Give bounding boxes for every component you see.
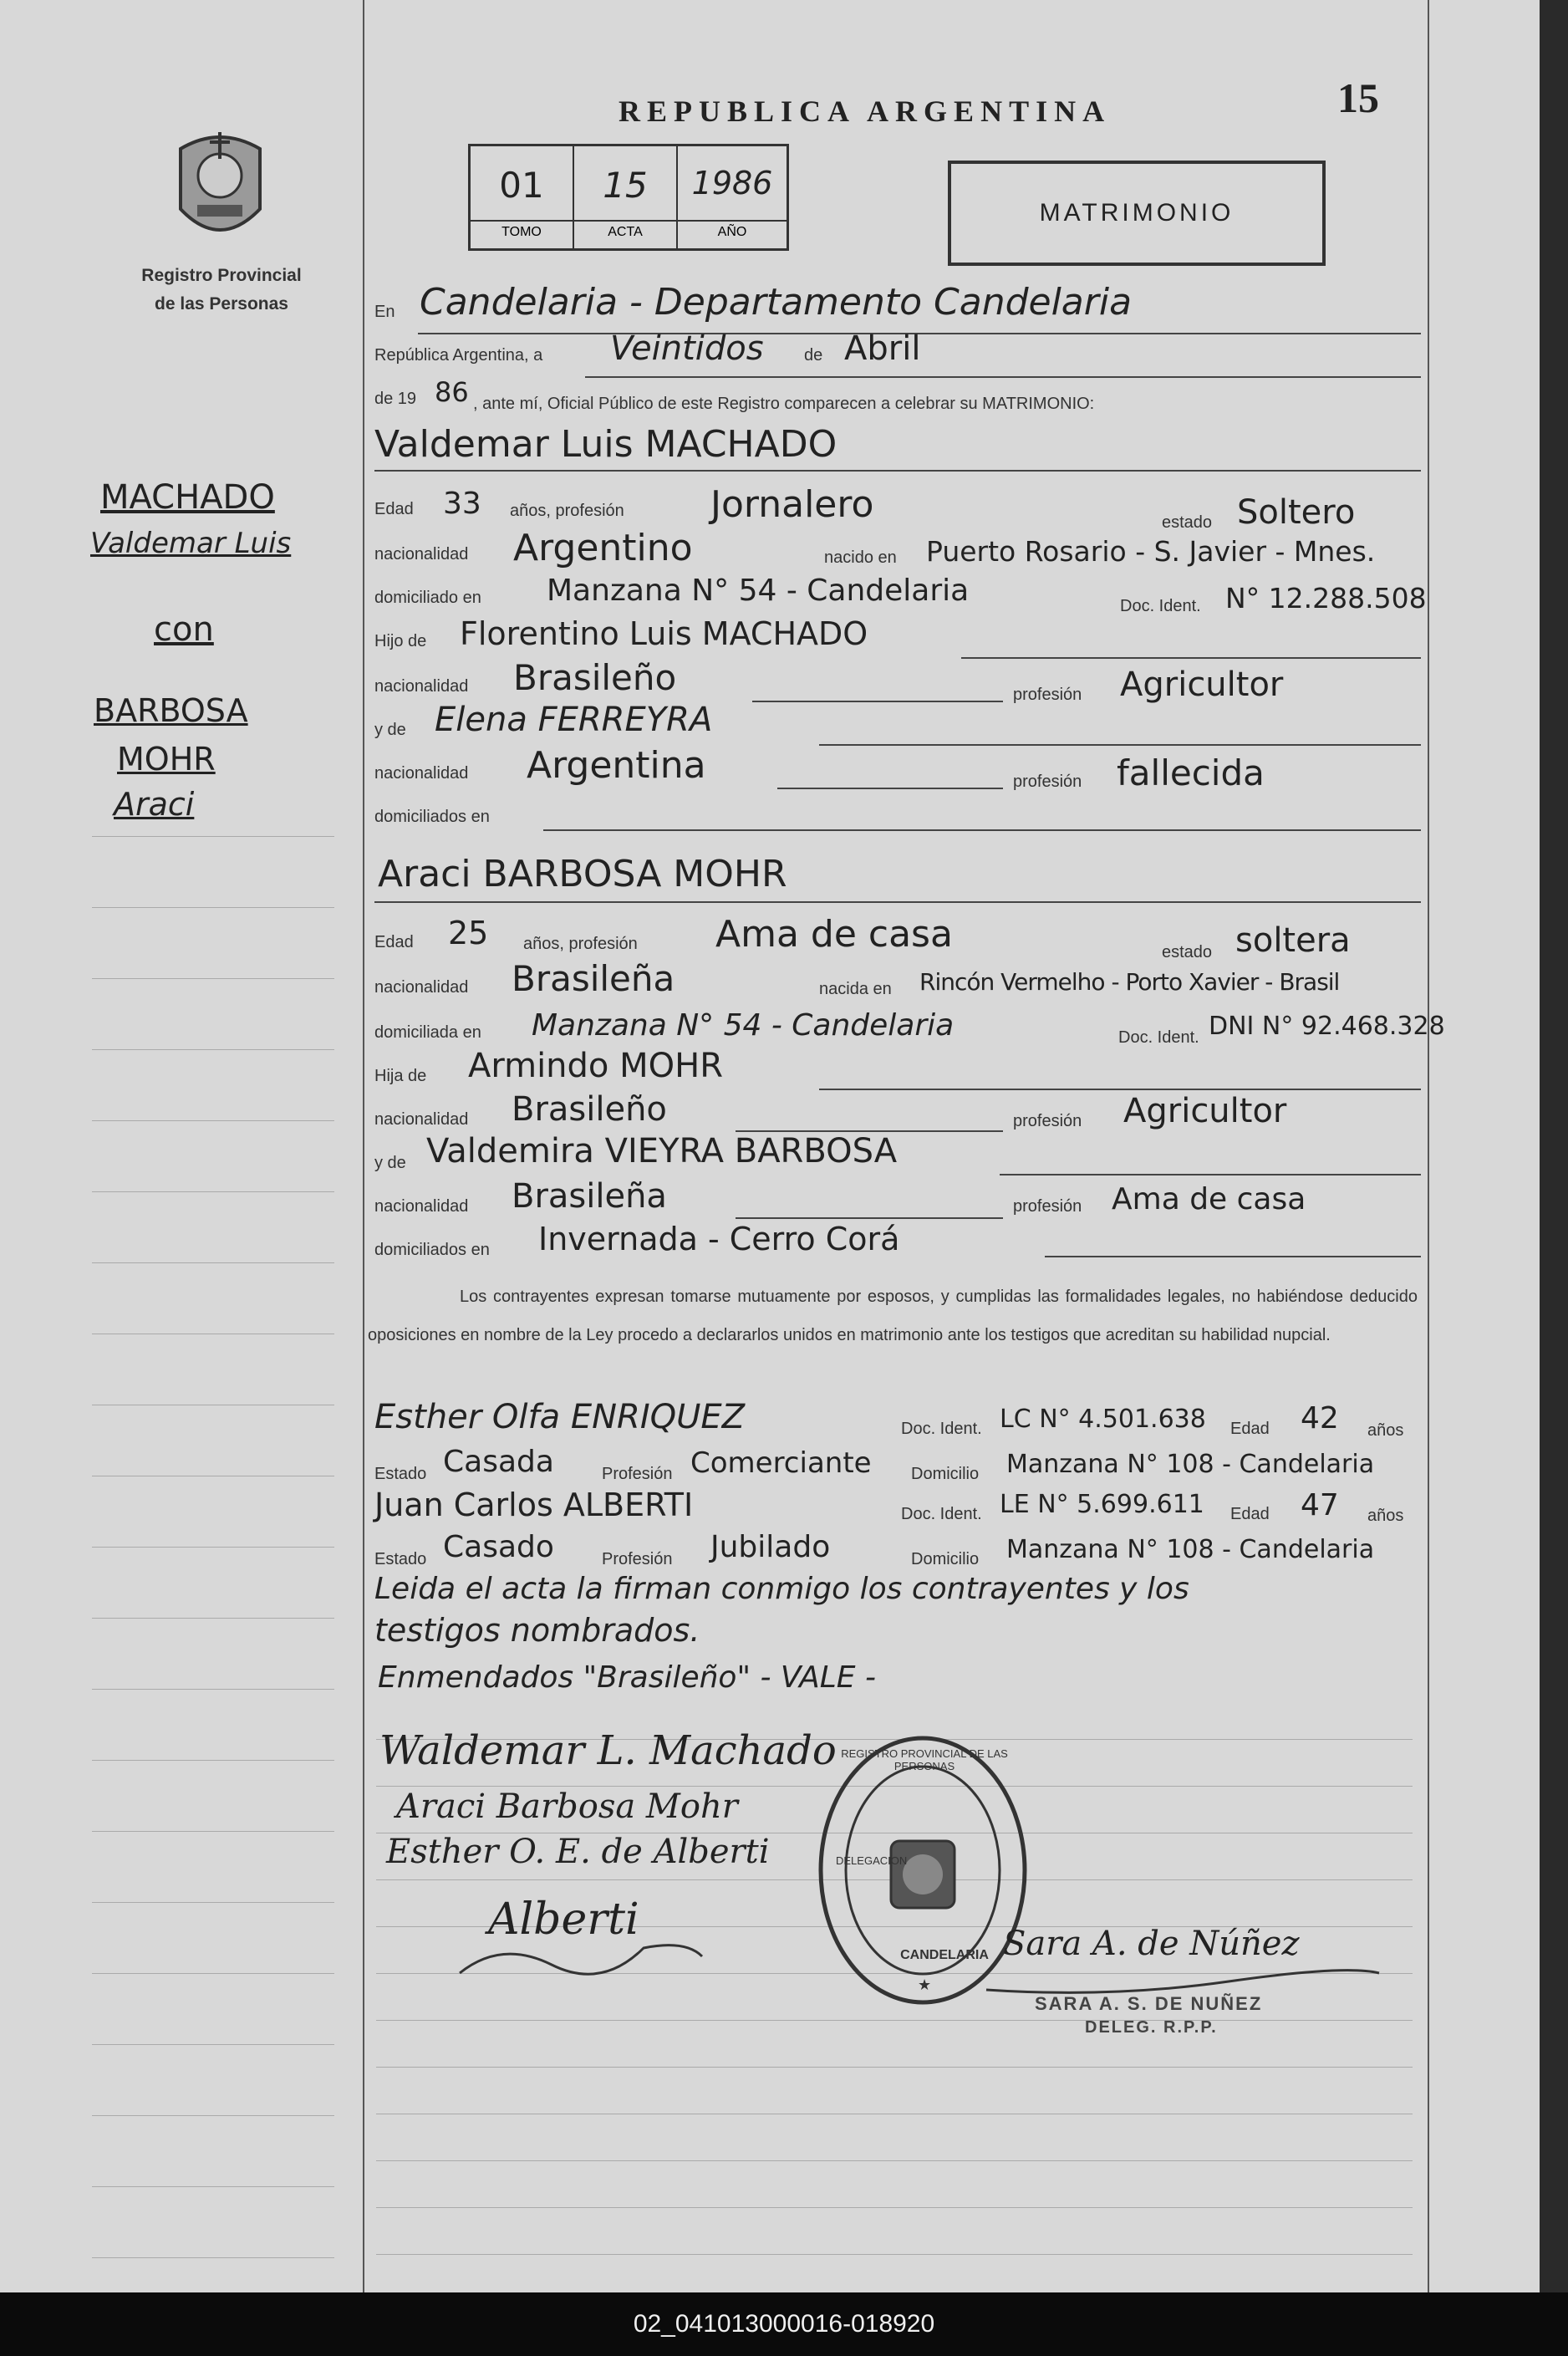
groom-edad-label: Edad bbox=[374, 500, 414, 518]
groom-mother-nac-label: nacionalidad bbox=[374, 764, 469, 783]
bride-mother: Valdemira VIEYRA BARBOSA bbox=[426, 1132, 898, 1170]
margin-note-name1: Valdemar Luis bbox=[90, 527, 292, 560]
bride-age: 25 bbox=[448, 915, 489, 951]
official-stamp-line2: DELEG. R.P.P. bbox=[1085, 2018, 1218, 2037]
image-id-footer: 02_041013000016-018920 bbox=[0, 2292, 1568, 2356]
groom-mother-profession: fallecida bbox=[1117, 752, 1265, 793]
groom-father-prof-label: profesión bbox=[1013, 686, 1082, 704]
bride-name: Araci BARBOSA MOHR bbox=[378, 853, 787, 895]
svg-text:★: ★ bbox=[918, 1976, 932, 1993]
place-value: Candelaria - Departamento Candelaria bbox=[420, 281, 1133, 324]
bride-father-prof-label: profesión bbox=[1013, 1112, 1082, 1130]
groom-father: Florentino Luis MACHADO bbox=[460, 615, 868, 652]
margin-note-name2: Araci bbox=[114, 786, 195, 823]
bride-father-profession: Agricultor bbox=[1123, 1092, 1287, 1130]
groom-yde-label: y de bbox=[374, 721, 406, 739]
groom-nationality: Argentino bbox=[513, 527, 693, 569]
label-en: En bbox=[374, 303, 395, 321]
act-type: MATRIMONIO bbox=[1039, 199, 1235, 227]
country-title: REPUBLICA ARGENTINA bbox=[619, 94, 1112, 128]
witness1-doc: LC N° 4.501.638 bbox=[1000, 1405, 1206, 1434]
groom-doc: N° 12.288.508 bbox=[1225, 582, 1427, 614]
witness2-estado: Casado bbox=[443, 1530, 554, 1564]
witness2-age: 47 bbox=[1301, 1488, 1339, 1522]
ano-value: 1986 bbox=[691, 165, 773, 201]
acta-label: ACTA bbox=[574, 220, 676, 240]
registry-name-line2: de las Personas bbox=[155, 294, 288, 314]
bride-nationality: Brasileña bbox=[512, 958, 675, 999]
witness1-profession: Comerciante bbox=[690, 1446, 872, 1480]
bride-nac-label: nacionalidad bbox=[374, 978, 469, 997]
groom-estado-label: estado bbox=[1162, 513, 1213, 532]
groom-mother-prof-label: profesión bbox=[1013, 773, 1082, 791]
witness1-name: Esther Olfa ENRIQUEZ bbox=[374, 1398, 746, 1436]
margin-line-left bbox=[363, 0, 364, 2292]
witness2-profession: Jubilado bbox=[710, 1530, 831, 1564]
registry-name-line1: Registro Provincial bbox=[141, 266, 302, 285]
bride-profession: Ama de casa bbox=[715, 913, 953, 956]
coat-of-arms-emblem bbox=[164, 125, 277, 249]
witness1-address: Manzana N° 108 - Candelaria bbox=[1006, 1450, 1375, 1479]
matrimonio-box bbox=[948, 161, 1326, 266]
declaration-text: Los contrayentes expresan tomarse mutuamente por esposos, y cumplidas las formalidades legales, no habiéndose deducido oposiciones en nombre de la Ley procedo a declararlos unidos en matrimonio ante los testigos que acreditan su habilidad nupcial. bbox=[368, 1288, 1418, 1344]
groom-father-nationality: Brasileño bbox=[513, 657, 677, 698]
groom-anos-prof-label: años, profesión bbox=[510, 502, 624, 520]
seal-text-top: REGISTRO PROVINCIAL DE LAS PERSONAS bbox=[841, 1747, 1008, 1772]
seal-text-bottom: CANDELARIA bbox=[900, 1948, 989, 1962]
witness1-estado-label: Estado bbox=[374, 1465, 427, 1483]
bride-mother-profession: Ama de casa bbox=[1112, 1182, 1306, 1216]
bride-parents-dom-label: domiciliados en bbox=[374, 1241, 490, 1259]
witness2-edad-label: Edad bbox=[1230, 1505, 1270, 1523]
groom-father-profession: Agricultor bbox=[1120, 665, 1284, 704]
label-republica: República Argentina, a bbox=[374, 346, 543, 365]
signature-witness2: Alberti bbox=[488, 1894, 639, 1945]
signature-bride: Araci Barbosa Mohr bbox=[396, 1787, 738, 1826]
page-number: 15 bbox=[1337, 74, 1379, 121]
margin-line-right bbox=[1428, 0, 1429, 2292]
groom-nac-label: nacionalidad bbox=[374, 545, 469, 564]
witness2-doc: LE N° 5.699.611 bbox=[1000, 1490, 1204, 1519]
bride-address: Manzana N° 54 - Candelaria bbox=[532, 1008, 955, 1043]
bride-mother-prof-label: profesión bbox=[1013, 1197, 1082, 1216]
witness1-estado: Casada bbox=[443, 1445, 554, 1479]
month-value: Abril bbox=[844, 329, 921, 368]
witness2-address: Manzana N° 108 - Candelaria bbox=[1006, 1535, 1375, 1564]
groom-mother-nationality: Argentina bbox=[527, 744, 706, 787]
bride-father: Armindo MOHR bbox=[468, 1047, 723, 1085]
book-edge bbox=[1540, 0, 1568, 2292]
bride-mother-nationality: Brasileña bbox=[512, 1177, 667, 1216]
margin-note-surname2: BARBOSA bbox=[94, 692, 248, 729]
witness2-anos-label: años bbox=[1367, 1507, 1404, 1525]
bride-doc: DNI N° 92.468.328 bbox=[1209, 1012, 1445, 1041]
groom-dom-label: domiciliado en bbox=[374, 589, 481, 607]
tomo-label: TOMO bbox=[471, 220, 573, 240]
groom-birthplace: Puerto Rosario - S. Javier - Mnes. bbox=[926, 535, 1376, 568]
witness2-doc-label: Doc. Ident. bbox=[901, 1505, 982, 1523]
acta-value: 15 bbox=[603, 165, 648, 206]
witness1-anos-label: años bbox=[1367, 1421, 1404, 1440]
bride-estado-label: estado bbox=[1162, 943, 1213, 961]
bride-birthplace: Rincón Vermelho - Porto Xavier - Brasil bbox=[919, 968, 1340, 996]
intro-sentence: , ante mí, Oficial Público de este Registro comparecen a celebrar su MATRIMONIO: bbox=[473, 395, 1095, 413]
day-value: Veintidos bbox=[610, 329, 764, 368]
witness1-prof-label: Profesión bbox=[602, 1465, 673, 1483]
bride-nacida-label: nacida en bbox=[819, 980, 892, 998]
label-year-prefix: de 19 bbox=[374, 390, 417, 408]
bride-edad-label: Edad bbox=[374, 933, 414, 951]
bride-hija-label: Hija de bbox=[374, 1067, 427, 1085]
ano-label: AÑO bbox=[678, 220, 787, 240]
bride-parents-address: Invernada - Cerro Corá bbox=[538, 1221, 900, 1257]
groom-parents-dom-label: domiciliados en bbox=[374, 808, 490, 826]
groom-address: Manzana N° 54 - Candelaria bbox=[547, 574, 970, 608]
tomo-value: 01 bbox=[499, 165, 544, 206]
witness2-name: Juan Carlos ALBERTI bbox=[374, 1487, 694, 1523]
groom-age: 33 bbox=[443, 487, 481, 521]
signature-witness1: Esther O. E. de Alberti bbox=[386, 1833, 770, 1871]
witness1-age: 42 bbox=[1301, 1401, 1339, 1436]
signature-flourish bbox=[451, 1923, 719, 1990]
witness1-edad-label: Edad bbox=[1230, 1420, 1270, 1438]
bride-father-nationality: Brasileño bbox=[512, 1090, 667, 1129]
groom-mother: Elena FERREYRA bbox=[435, 701, 713, 739]
witness2-prof-label: Profesión bbox=[602, 1550, 673, 1568]
bride-anos-prof-label: años, profesión bbox=[523, 935, 638, 953]
tomo-acta-ano-box bbox=[468, 144, 789, 251]
bride-yde-label: y de bbox=[374, 1154, 406, 1172]
witness1-doc-label: Doc. Ident. bbox=[901, 1420, 982, 1438]
bride-mother-nac-label: nacionalidad bbox=[374, 1197, 469, 1216]
margin-note-surname1: MACHADO bbox=[100, 478, 275, 517]
closing-line2: testigos nombrados. bbox=[374, 1612, 700, 1649]
bride-dom-label: domiciliada en bbox=[374, 1023, 481, 1042]
year-suffix-value: 86 bbox=[435, 376, 469, 408]
witness2-estado-label: Estado bbox=[374, 1550, 427, 1568]
bride-estado: soltera bbox=[1235, 921, 1351, 960]
official-signature: Sara A. de Núñez bbox=[1003, 1925, 1300, 1963]
witness2-dom-label: Domicilio bbox=[911, 1550, 980, 1568]
seal-text-left: DELEGACION bbox=[836, 1854, 908, 1867]
groom-hijo-label: Hijo de bbox=[374, 632, 427, 650]
margin-note-con: con bbox=[154, 610, 214, 649]
groom-nacido-label: nacido en bbox=[824, 548, 897, 567]
signature-groom: Waldemar L. Machado bbox=[379, 1727, 837, 1774]
margin-note-surname3: MOHR bbox=[117, 741, 216, 778]
bride-doc-label: Doc. Ident. bbox=[1118, 1028, 1199, 1047]
bride-father-nac-label: nacionalidad bbox=[374, 1110, 469, 1129]
witness1-dom-label: Domicilio bbox=[911, 1465, 980, 1483]
groom-estado: Soltero bbox=[1237, 493, 1356, 532]
groom-profession: Jornalero bbox=[710, 483, 874, 526]
groom-name: Valdemar Luis MACHADO bbox=[374, 423, 837, 466]
amendment-note: Enmendados "Brasileño" - VALE - bbox=[378, 1660, 876, 1695]
official-stamp-line1: SARA A. S. DE NUÑEZ bbox=[1035, 1993, 1263, 2014]
groom-doc-label: Doc. Ident. bbox=[1120, 597, 1201, 615]
label-de: de bbox=[804, 346, 823, 365]
groom-father-nac-label: nacionalidad bbox=[374, 677, 469, 696]
closing-line1: Leida el acta la firman conmigo los contrayentes y los bbox=[374, 1572, 1189, 1606]
